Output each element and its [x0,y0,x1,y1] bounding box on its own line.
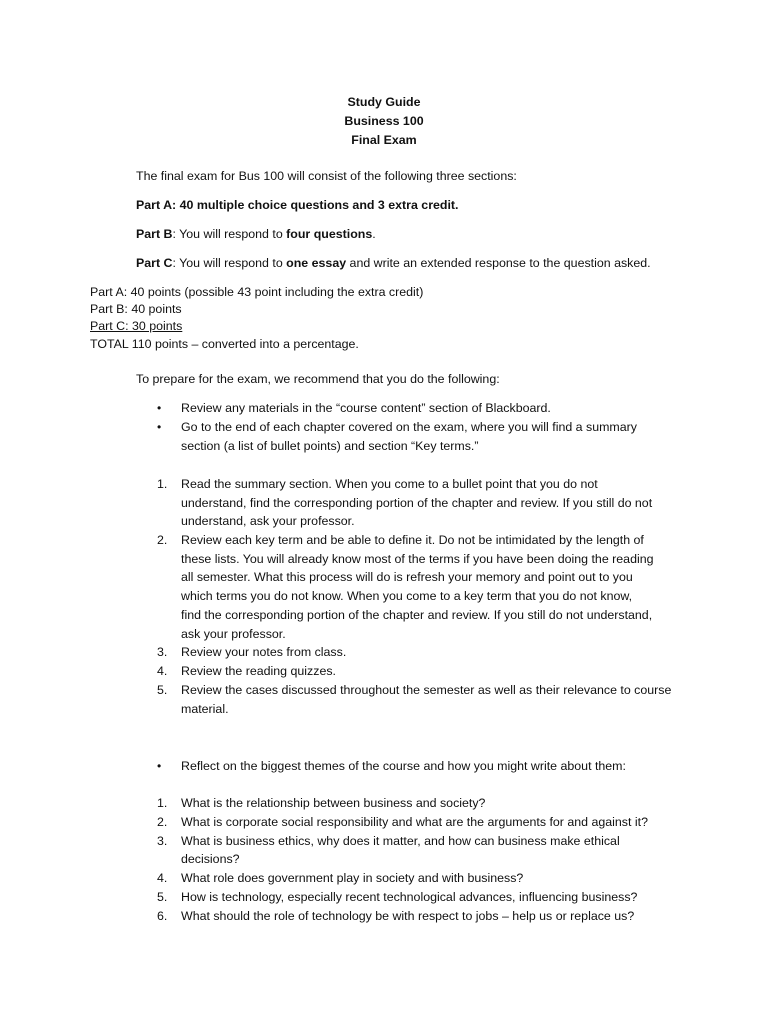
part-c-emphasis: one essay [286,256,347,270]
part-a-text: : 40 multiple choice questions and 3 extra credit. [172,198,459,212]
step-number-2: 2. [157,533,168,547]
question-number-4: 4. [157,871,168,885]
part-a-label: Part A [136,198,173,212]
question-4: What role does government play in society and with business? [181,871,524,885]
step-number-1: 1. [157,477,168,491]
title-course: Business 100 [344,114,424,128]
part-c-description [136,254,651,272]
question-number-6: 6. [157,909,168,923]
part-b-label: Part B [136,227,173,241]
step-1-l3: understand, ask your professor. [181,514,355,528]
part-b-description [136,225,376,243]
part-c-end: and write an extended response to the question asked. [346,256,651,270]
part-b-emphasis: four questions [286,227,373,241]
step-number-4: 4. [157,664,168,678]
reflect-text: Reflect on the biggest themes of the course and how you might write about them: [181,759,626,773]
step-2-l2: these lists. You will already know most of the terms if you have been doing the reading [181,552,654,566]
step-2-l4: which terms you do not know. When you come to a key term that you do not know, [181,589,633,603]
part-c-label: Part C [136,256,173,270]
question-number-5: 5. [157,890,168,904]
title-final-exam: Final Exam [351,133,417,147]
step-2-l1: Review each key term and be able to define it. Do not be intimidated by the length of [181,533,644,547]
question-1: What is the relationship between business and society? [181,796,486,810]
bullet-marker: • [157,401,162,415]
part-b-text: : You will respond to [172,227,287,241]
question-number-2: 2. [157,815,168,829]
step-4: Review the reading quizzes. [181,664,336,678]
intro-text: The final exam for Bus 100 will consist of the following three sections: [136,169,517,183]
bullet-marker: • [157,759,162,773]
step-5-l1: Review the cases discussed throughout the semester as well as their relevance to course [181,683,672,697]
question-number-3: 3. [157,834,168,848]
points-part-c: Part C: 30 points [90,319,183,333]
question-5: How is technology, especially recent technological advances, influencing business? [181,890,638,904]
points-part-b: Part B: 40 points [90,302,182,316]
step-3: Review your notes from class. [181,645,347,659]
step-2-l3: all semester. What this process will do is refresh your memory and point out to you [181,570,633,584]
question-2: What is corporate social responsibility and what are the arguments for and against it? [181,815,648,829]
part-b-end: . [372,227,376,241]
step-2-l5: find the corresponding portion of the chapter and review. If you still do not understand, [181,608,653,622]
bullet-chapter-end-l1: Go to the end of each chapter covered on the exam, where you will find a summary [181,420,637,434]
part-c-text: : You will respond to [172,256,287,270]
points-part-a: Part A: 40 points (possible 43 point including the extra credit) [90,285,424,299]
question-3-l1: What is business ethics, why does it matter, and how can business make ethical [181,834,620,848]
question-number-1: 1. [157,796,168,810]
bullet-review-materials: Review any materials in the “course content” section of Blackboard. [181,401,551,415]
step-number-5: 5. [157,683,168,697]
step-1-l2: understand, find the corresponding portion of the chapter and review. If you still do not [181,496,653,510]
question-3-l2: decisions? [181,852,240,866]
part-a-description [136,196,459,214]
bullet-chapter-end-l2: section (a list of bullet points) and section “Key terms.” [181,439,479,453]
step-5-l2: material. [181,702,229,716]
bullet-marker: • [157,420,162,434]
step-2-l6: ask your professor. [181,627,286,641]
points-total: TOTAL 110 points – converted into a percentage. [90,337,359,351]
step-1-l1: Read the summary section. When you come to a bullet point that you do not [181,477,598,491]
question-6: What should the role of technology be with respect to jobs – help us or replace us? [181,909,635,923]
title-study-guide: Study Guide [347,95,421,109]
step-number-3: 3. [157,645,168,659]
prepare-text: To prepare for the exam, we recommend that you do the following: [136,372,500,386]
